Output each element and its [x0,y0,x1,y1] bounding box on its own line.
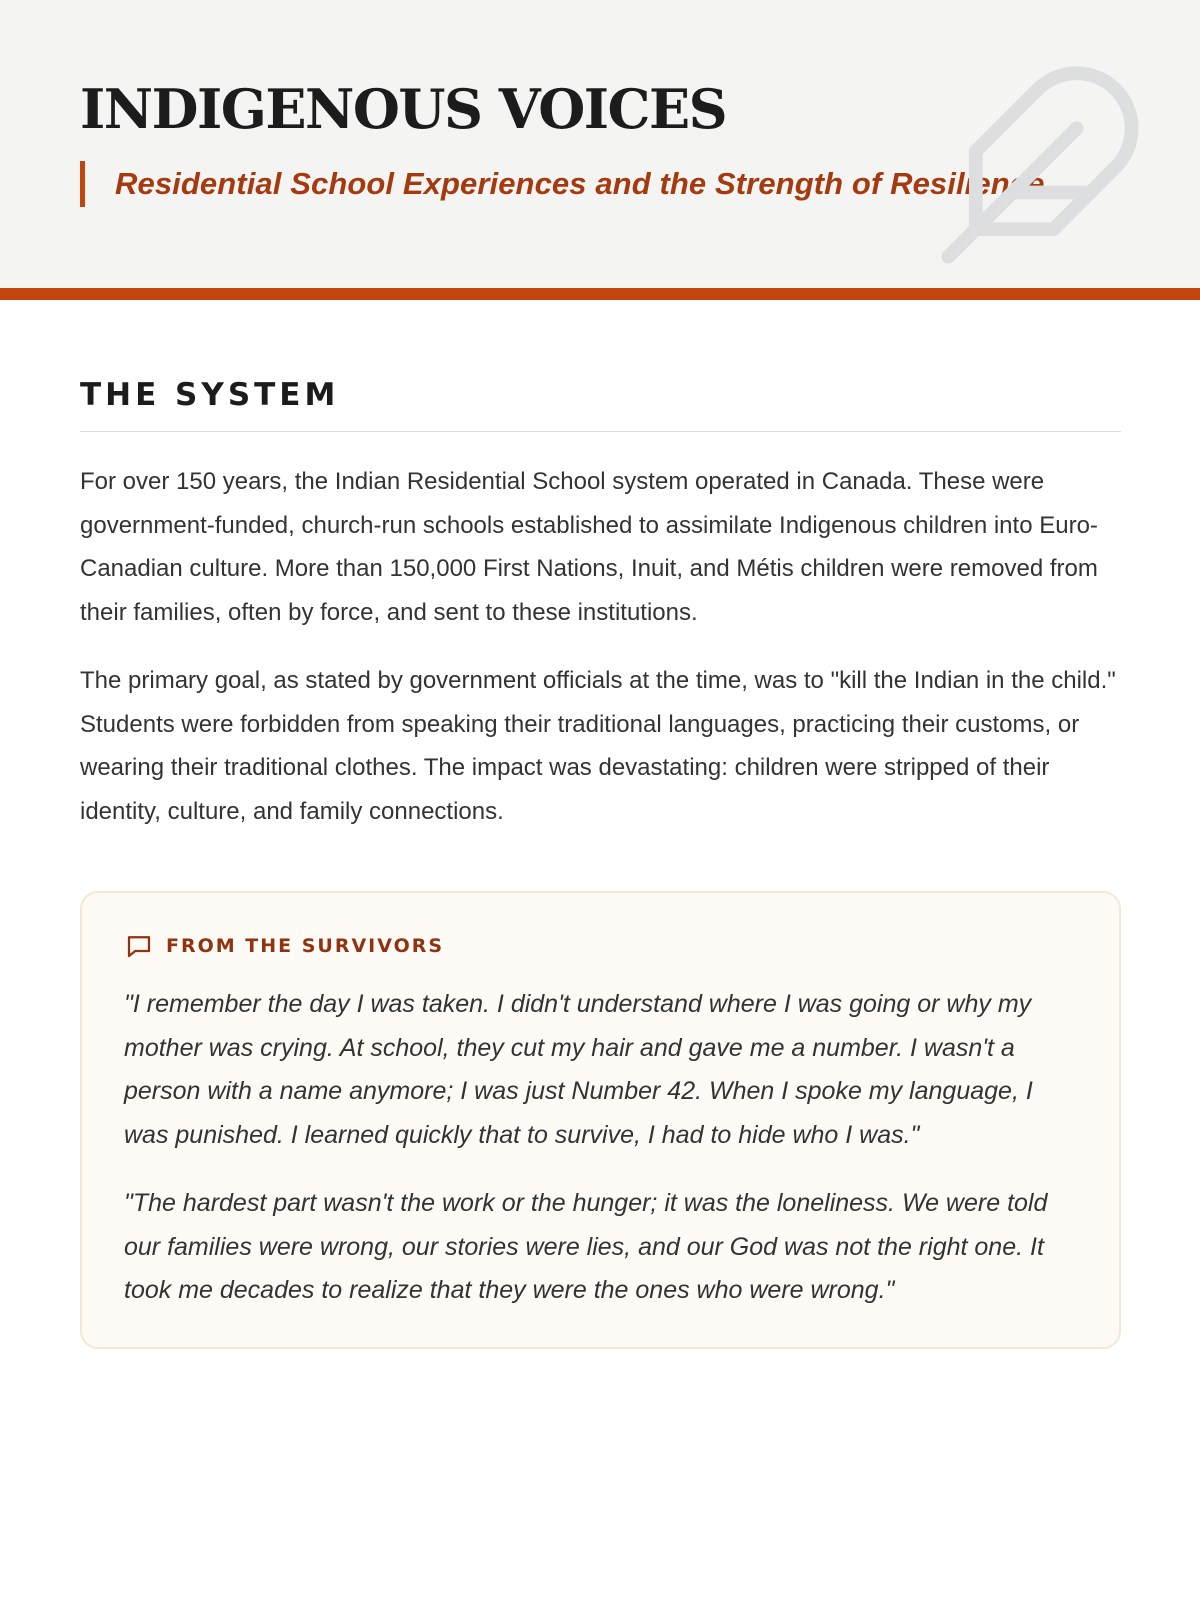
feather-icon [930,55,1150,275]
body-paragraph: For over 150 years, the Indian Residential School system operated in Canada. These were government-funded, church-run schools established to assimilate Indigenous children into Euro-Canadian culture. More than 150,000 First Nations, Inuit, and Métis children were removed from their families, often by force, and sent to these institutions. [80,468,1098,626]
chat-bubble-icon [124,931,154,961]
callout-label: FROM THE SURVIVORS [166,935,445,957]
body-paragraph: The primary goal, as stated by government officials at the time, was to "kill the Indian in the child." Students were forbidden from speaking their traditional languages, practicing their customs, or wearing their traditional clothes. The impact was devastating: children were stripped of their identity, culture, and family connections. [80,667,1116,825]
main-content [80,300,1121,1349]
header-accent-bar [0,288,1200,300]
page-title: INDIGENOUS VOICES [80,77,727,141]
page-header [0,0,1200,288]
callout-header [124,931,1077,961]
page-subtitle: Residential School Experiences and the Strength of Resilience [80,161,1044,207]
survivor-quote: "The hardest part wasn't the work or the hunger; it was the loneliness. We were told our families were wrong, our stories were lies, and our God was not the right one. It took me decades to realize that they were the ones who were wrong." [124,1189,1048,1304]
section-heading: THE SYSTEM [80,380,1121,432]
survivor-quote: "I remember the day I was taken. I didn't understand where I was going or why my mother was crying. At school, they cut my hair and gave me a number. I wasn't a person with a name anymore; I was just Number 42. When I spoke my language, I was punished. I learned quickly that to survive, I had to hide who I was." [124,990,1033,1149]
survivor-quotes-callout [80,891,1121,1349]
